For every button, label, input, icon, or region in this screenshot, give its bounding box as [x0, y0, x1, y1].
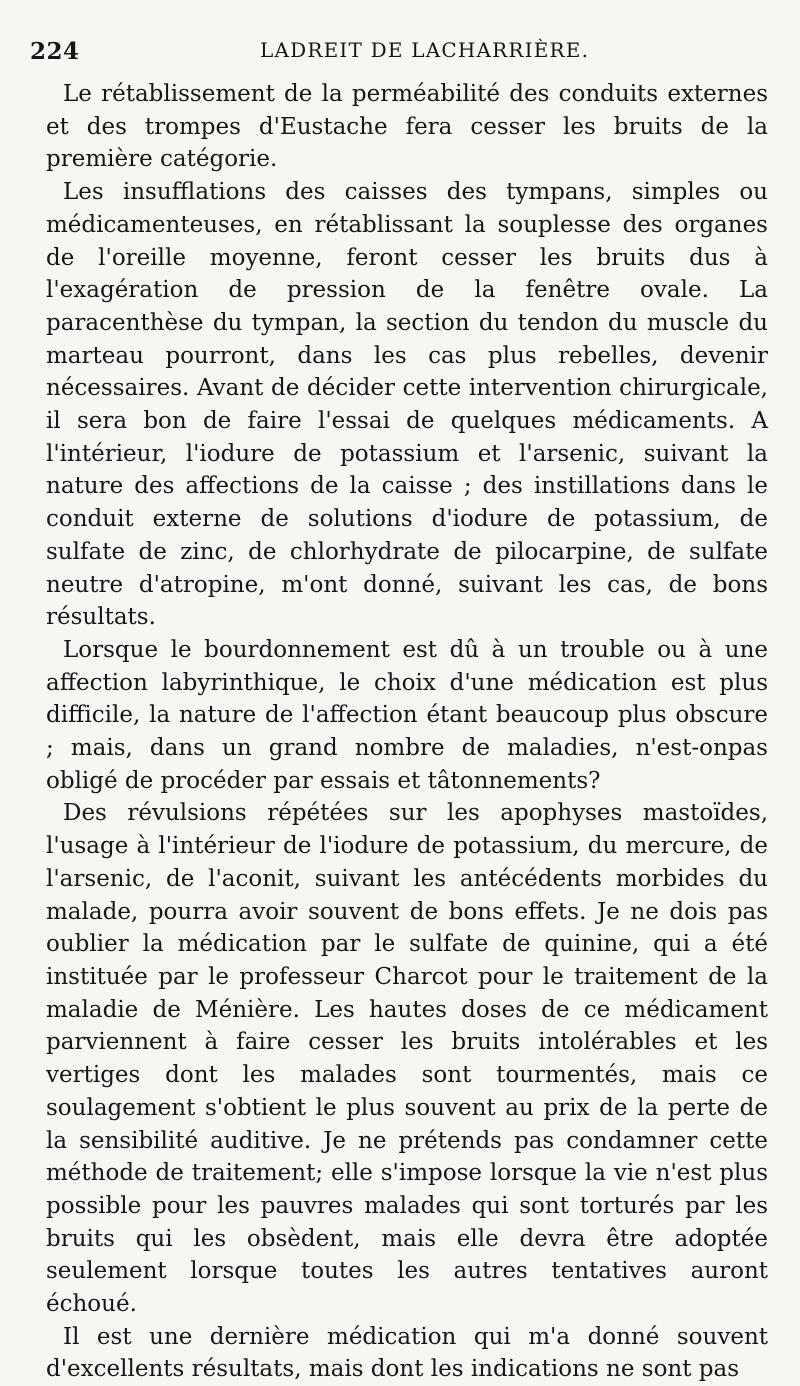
- paragraph-4: Des révulsions répétées sur les apophyses mastoïdes, l'usage à l'intérieur de l'iodure de potassium, du mercure, de l'arsenic, de l'aconit, suivant les antécédents morbides du malade, pourra avoir souvent de bons effets. Je ne dois pas oublier la médication par le sulfate de quinine, qui a été instituée par le professeur Charcot pour le traitement de la maladie de Ménière. Les hautes doses de ce médicament parviennent à faire cesser les bruits intolérables et les vertiges dont les malades sont tourmentés, mais ce soulagement s'obtient le plus souvent au prix de la perte de la sensibilité auditive. Je ne prétends pas condamner cette méthode de traitement; elle s'impose lorsque la vie n'est plus possible pour les pauvres malades qui sont torturés par les bruits qui les obsèdent, mais elle devra être adoptée seulement lorsque toutes les autres tentatives auront échoué.: [46, 800, 768, 1318]
- paragraph-2: Les insufflations des caisses des tympans, simples ou médicamenteuses, en rétablissant la souplesse des organes de l'oreille moyenne, feront cesser les bruits dus à l'exagération de pression de la fenêtre ovale. La paracenthèse du tympan, la section du tendon du muscle du marteau pourront, dans les cas plus rebelles, devenir nécessaires. Avant de décider cette intervention chirurgicale, il sera bon de faire l'essai de quelques médicaments. A l'intérieur, l'iodure de potassium et l'arsenic, suivant la nature des affections de la caisse ; des instillations dans le conduit externe de solutions d'iodure de potassium, de sulfate de zinc, de chlorhydrate de pilocarpine, de sulfate neutre d'atropine, m'ont donné, suivant les cas, de bons résultats.: [46, 179, 768, 631]
- body-text: [46, 78, 768, 1386]
- paragraph-3: Lorsque le bourdonnement est dû à un trouble ou à une affection labyrinthique, le choix d'une médication est plus difficile, la nature de l'affection étant beaucoup plus obscure ; mais, dans un grand nombre de maladies, n'est-onpas obligé de procéder par essais et tâtonnements?: [46, 636, 768, 794]
- running-head: LADREIT DE LACHARRIÈRE.: [260, 38, 590, 62]
- paragraph-1: Le rétablissement de la perméabilité des conduits externes et des trompes d'Eustache fera cesser les bruits de la première catégorie.: [46, 81, 768, 173]
- page-header: [30, 30, 770, 70]
- paragraph-5: Il est une dernière médication qui m'a donné souvent d'excellents résultats, mais dont les indications ne sont pas: [46, 1323, 768, 1383]
- page-number: 224: [30, 38, 80, 65]
